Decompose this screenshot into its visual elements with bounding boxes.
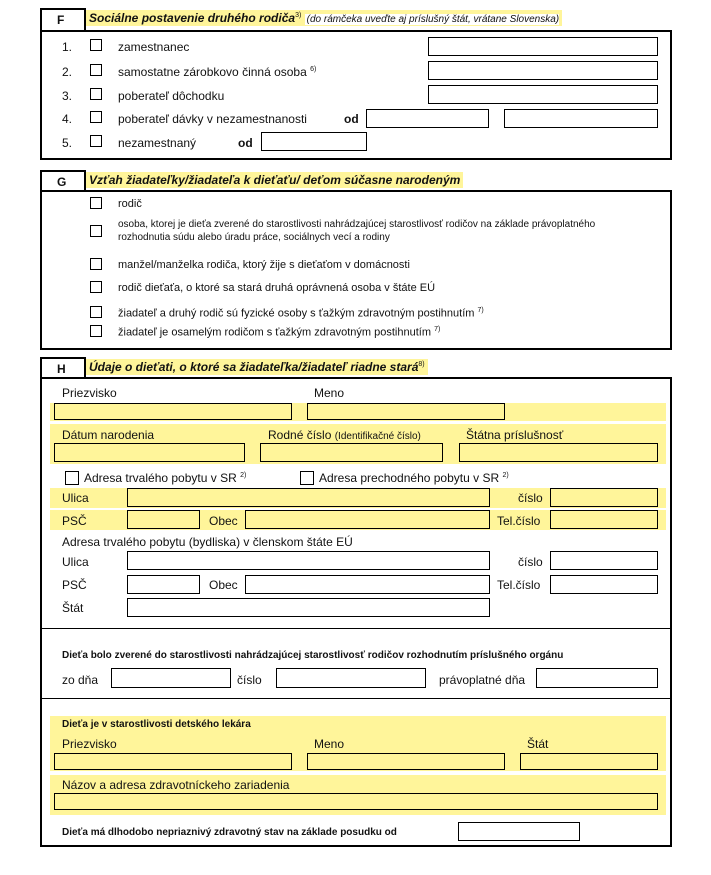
pravoplatne-dna-label: právoplatné dňa xyxy=(439,673,526,687)
checkbox-rodic-eu[interactable] xyxy=(90,281,102,293)
section-f-note: (do rámčeka uveďte aj príslušný štát, vrátane Slovenska) xyxy=(306,14,560,25)
priezvisko-field[interactable] xyxy=(54,403,292,420)
ulica-field[interactable] xyxy=(127,488,490,507)
lekar-priezvisko-label: Priezvisko xyxy=(62,737,117,751)
section-f-letter: F xyxy=(57,13,65,27)
datum-narodenia-field[interactable] xyxy=(54,443,245,462)
section-g-letter: G xyxy=(57,175,67,189)
section-h-letter: H xyxy=(57,362,66,376)
divider xyxy=(41,628,671,629)
lekar-title: Dieťa je v starostlivosti detského lekára xyxy=(62,719,251,730)
nezamestnany-od-field[interactable] xyxy=(261,132,367,151)
checkbox-osamely-postihnuty[interactable] xyxy=(90,325,102,337)
f-item-label: poberateľ dôchodku xyxy=(118,89,225,103)
tel-cislo-field[interactable] xyxy=(550,510,658,529)
eu-ulica-field[interactable] xyxy=(127,551,490,570)
davky-od-field[interactable] xyxy=(366,109,489,128)
lekar-priezvisko-field[interactable] xyxy=(54,753,292,770)
g-item-label: žiadateľ a druhý rodič sú fyzické osoby s ťažkým zdravotným postihnutím $^{7)}$ xyxy=(118,307,484,320)
lekar-stat-label: Štát xyxy=(527,737,549,751)
obec-label: Obec xyxy=(209,514,238,528)
f-item-num: 2. xyxy=(62,65,73,79)
psc-label: PSČ xyxy=(62,514,87,528)
f-item-num: 1. xyxy=(62,40,73,54)
g-item-label: žiadateľ je osamelým rodičom s ťažkým zdravotným postihnutím $^{7)}$ xyxy=(118,326,441,339)
statna-prislusnost-field[interactable] xyxy=(459,443,658,462)
g-item-label-cont: rozhodnutia súdu alebo úradu práce, sociálnych vecí a rodiny xyxy=(118,232,390,243)
rodne-cislo-field[interactable] xyxy=(260,443,443,462)
meno-field[interactable] xyxy=(307,403,505,420)
checkbox-zamestnanec[interactable] xyxy=(90,39,102,51)
szco-state-field[interactable] xyxy=(428,61,658,80)
eu-cislo-label: číslo xyxy=(518,555,543,569)
zamestnanec-state-field[interactable] xyxy=(428,37,658,56)
g-item-label: manžel/manželka rodiča, ktorý žije s dieťaťom v domácnosti xyxy=(118,259,410,271)
eu-tel-cislo-label: Tel.číslo xyxy=(497,578,541,592)
pravoplatne-dna-field[interactable] xyxy=(536,668,658,688)
f-item-num: 3. xyxy=(62,89,73,103)
f-item-label: zamestnanec xyxy=(118,40,190,54)
zverene-title: Dieťa bolo zverené do starostlivosti nahrádzajúcej starostlivosť rodičov rozhodnutím príslušného orgánu xyxy=(62,650,564,661)
checkbox-manzel[interactable] xyxy=(90,258,102,270)
eu-obec-field[interactable] xyxy=(245,575,490,594)
ulica-label: Ulica xyxy=(62,491,89,505)
lekar-meno-field[interactable] xyxy=(307,753,505,770)
section-f-title: Sociálne postavenie druhého rodiča$^{3)}$ (do rámčeka uveďte aj príslušný štát, vrátane Slovenska) xyxy=(86,10,562,26)
davky-state-field[interactable] xyxy=(504,109,658,128)
posudok-label: Dieťa má dlhodobo nepriaznivý zdravotný stav na základe posudku od xyxy=(62,827,397,838)
f-item-label: poberateľ dávky v nezamestnanosti xyxy=(118,112,307,126)
zo-dna-label: zo dňa xyxy=(62,673,99,687)
checkbox-adresa-prechodneho[interactable] xyxy=(300,471,314,485)
checkbox-nezamestnany[interactable] xyxy=(90,135,102,147)
lekar-stat-field[interactable] xyxy=(520,753,658,770)
g-item-label: rodič dieťaťa, o ktoré sa stará druhá oprávnená osoba v štáte EÚ xyxy=(118,282,436,294)
meno-label: Meno xyxy=(314,386,345,400)
section-g-title: Vzťah žiadateľky/žiadateľa k dieťaťu/ deťom súčasne narodeným xyxy=(86,172,463,188)
f-item-label: nezamestnaný xyxy=(118,136,197,150)
f-item-num: 5. xyxy=(62,136,73,150)
divider xyxy=(41,698,671,699)
priezvisko-label: Priezvisko xyxy=(62,386,117,400)
statna-prislusnost-label: Štátna príslušnosť xyxy=(466,428,564,442)
cislo-label: číslo xyxy=(518,491,543,505)
eu-stat-field[interactable] xyxy=(127,598,490,617)
checkbox-szco[interactable] xyxy=(90,64,102,76)
cislo-field[interactable] xyxy=(550,488,658,507)
f-item-label: samostatne zárobkovo činná osoba $^{6)}$ xyxy=(118,65,317,79)
dochodok-state-field[interactable] xyxy=(428,85,658,104)
psc-field[interactable] xyxy=(127,510,200,529)
rodne-cislo-label: Rodné číslo (Identifikačné číslo) xyxy=(268,428,421,442)
posudok-field[interactable] xyxy=(458,822,580,841)
tel-cislo-label: Tel.číslo xyxy=(497,514,541,528)
checkbox-rodic[interactable] xyxy=(90,197,102,209)
adresa-trvaleho-label: Adresa trvalého pobytu v SR $^{2)}$ xyxy=(84,471,247,485)
f-item-num: 4. xyxy=(62,112,73,126)
od-label: od xyxy=(344,112,359,126)
eu-tel-cislo-field[interactable] xyxy=(550,575,658,594)
eu-stat-label: Štát xyxy=(62,601,84,615)
checkbox-zverena-osoba[interactable] xyxy=(90,225,102,237)
obec-field[interactable] xyxy=(245,510,490,529)
adresa-prechodneho-label: Adresa prechodného pobytu v SR $^{2)}$ xyxy=(319,471,509,485)
checkbox-poberatel-dochodku[interactable] xyxy=(90,88,102,100)
zariadenie-field[interactable] xyxy=(54,793,658,810)
eu-obec-label: Obec xyxy=(209,578,238,592)
eu-ulica-label: Ulica xyxy=(62,555,89,569)
od-label: od xyxy=(238,136,253,150)
checkbox-adresa-trvaleho[interactable] xyxy=(65,471,79,485)
zverene-cislo-label: číslo xyxy=(237,673,262,687)
section-h-title: Údaje o dieťati, o ktoré sa žiadateľka/žiadateľ riadne stará$^{8)}$ xyxy=(86,359,428,375)
g-item-label: osoba, ktorej je dieťa zverené do starostlivosti nahrádzajúcej starostlivosť rodičov na základe právoplatného xyxy=(118,219,596,230)
datum-narodenia-label: Dátum narodenia xyxy=(62,428,155,442)
checkbox-poberatel-davky[interactable] xyxy=(90,111,102,123)
zo-dna-field[interactable] xyxy=(111,668,231,688)
zverene-cislo-field[interactable] xyxy=(276,668,426,688)
eu-psc-label: PSČ xyxy=(62,578,87,592)
eu-cislo-field[interactable] xyxy=(550,551,658,570)
adresa-eu-label: Adresa trvalého pobytu (bydliska) v členskom štáte EÚ xyxy=(62,535,353,549)
eu-psc-field[interactable] xyxy=(127,575,200,594)
lekar-meno-label: Meno xyxy=(314,737,345,751)
zariadenie-label: Názov a adresa zdravotníckeho zariadenia xyxy=(62,778,290,792)
checkbox-oba-postihnuti[interactable] xyxy=(90,306,102,318)
g-item-label: rodič xyxy=(118,198,142,210)
